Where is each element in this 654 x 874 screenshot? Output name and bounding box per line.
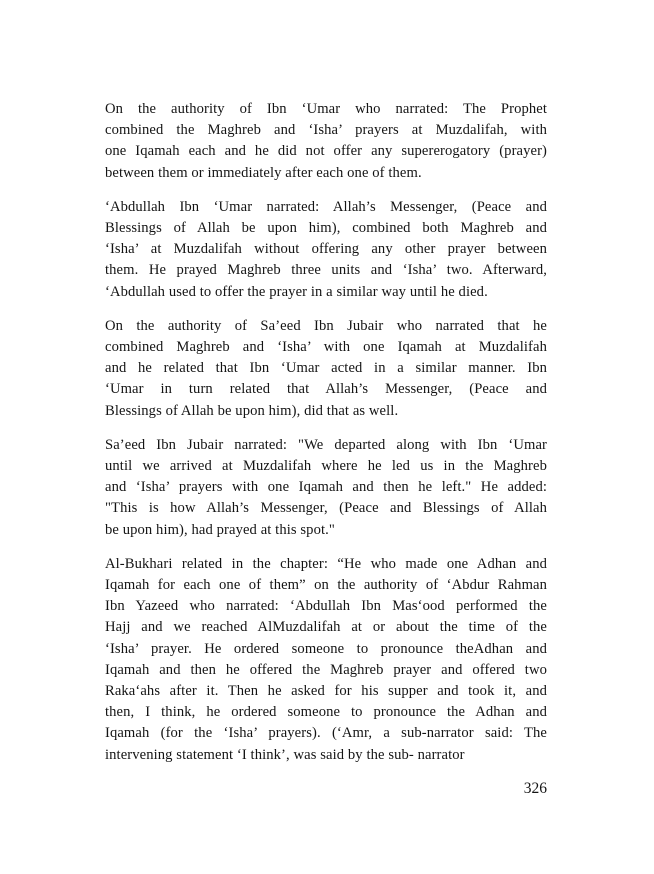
text-line: combined Maghreb and ‘Isha’ with one Iqamah at Muzdalifah	[105, 339, 547, 356]
text-line: On the authority of Ibn ‘Umar who narrated: The Prophet	[105, 101, 547, 117]
text-line: Blessings of Allah be upon him), did that as well.	[105, 402, 399, 419]
body-text	[105, 99, 547, 779]
text-line: ‘Abdullah used to offer the prayer in a similar way until he died.	[105, 283, 488, 300]
text-line: Blessings of Allah be upon him), combined both Maghreb and	[105, 220, 547, 237]
text-line: On the authority of Sa’eed Ibn Jubair who narrated that he	[105, 317, 547, 334]
text-line: Hajj and we reached AlMuzdalifah at or about the time of the	[105, 619, 547, 636]
text-line: ‘Umar in turn related that Allah’s Messenger, (Peace and	[105, 381, 547, 398]
text-line: "This is how Allah’s Messenger, (Peace and Blessings of Allah	[105, 500, 547, 517]
text-line: one Iqamah each and he did not offer any supererogatory (prayer)	[105, 143, 547, 160]
text-line: ‘Isha’ prayer. He ordered someone to pronounce theAdhan and	[105, 640, 547, 657]
text-line: intervening statement ‘I think’, was said by the sub- narrator	[105, 746, 465, 763]
text-line: Iqamah (for the ‘Isha’ prayers). (‘Amr, a sub-narrator said: The	[105, 725, 547, 742]
paragraph	[105, 554, 547, 766]
text-line: Iqamah for each one of them” on the authority of ‘Abdur Rahman	[105, 577, 547, 594]
text-line: Al-Bukhari related in the chapter: “He who made one Adhan and	[105, 555, 547, 572]
text-line: Ibn Yazeed who narrated: ‘Abdullah Ibn Mas‘ood performed the	[105, 598, 547, 615]
text-line: combined the Maghreb and ‘Isha’ prayers at Muzdalifah, with	[105, 122, 547, 139]
text-line: be upon him), had prayed at this spot."	[105, 521, 335, 538]
text-line: Iqamah and then he offered the Maghreb prayer and offered two	[105, 661, 547, 678]
text-line: then, I think, he ordered someone to pronounce the Adhan and	[105, 704, 547, 721]
text-line: Sa’eed Ibn Jubair narrated: "We departed along with Ibn ‘Umar	[105, 436, 547, 453]
text-line: ‘Isha’ at Muzdalifah without offering any other prayer between	[105, 241, 547, 258]
text-line: ‘Abdullah Ibn ‘Umar narrated: Allah’s Messenger, (Peace and	[105, 198, 547, 215]
text-line: them. He prayed Maghreb three units and ‘Isha’ two. Afterward,	[105, 262, 547, 279]
text-line: Raka‘ahs after it. Then he asked for his supper and took it, and	[105, 683, 547, 700]
paragraph	[105, 316, 547, 422]
paragraph	[105, 435, 547, 541]
text-line: between them or immediately after each one of them.	[105, 164, 422, 181]
paragraph	[105, 197, 547, 303]
paragraph	[105, 99, 547, 184]
text-line: until we arrived at Muzdalifah where he led us in the Maghreb	[105, 458, 547, 475]
text-line: and ‘Isha’ prayers with one Iqamah and then he left." He added:	[105, 479, 547, 496]
text-line: and he related that Ibn ‘Umar acted in a similar manner. Ibn	[105, 360, 547, 377]
page-number: 326	[523, 780, 547, 797]
